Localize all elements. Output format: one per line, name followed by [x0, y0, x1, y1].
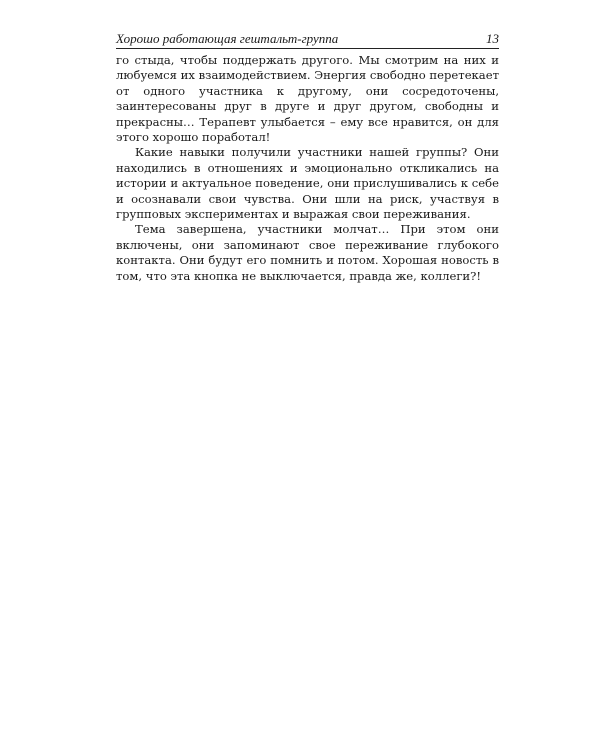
paragraph-conclusion: Тема завершена, участники молчат… При этом они включены, они запоминают свое переживание глубокого контакта. Они будут его помнить и потом. Хорошая новость в том, что эта кнопка не выключается, правда же, коллеги?! [116, 222, 499, 283]
paragraph-skills: Какие навыки получили участники нашей группы? Они находились в отношениях и эмоционально откликались на истории и актуальное поведение, они прислушивались к себе и осознавали свои чувства. Они шли на риск, участвуя в групповых экспериментах и выражая свои переживания. [116, 145, 499, 222]
page-number: 13 [486, 31, 499, 46]
running-header [116, 30, 499, 49]
running-title: Хорошо работающая гештальт-группа [116, 31, 339, 46]
paragraph-continued: го стыда, чтобы поддержать другого. Мы смотрим на них и любуемся их взаимодействием. Энергия свободно перетекает от одного участника к другому, они сосредоточены, заинтересованы друг в друге и друг другом, свободны и прекрасны… Терапевт улыбается – ему все нравится, он для этого хорошо поработал! [116, 53, 499, 145]
body-text [116, 53, 499, 284]
